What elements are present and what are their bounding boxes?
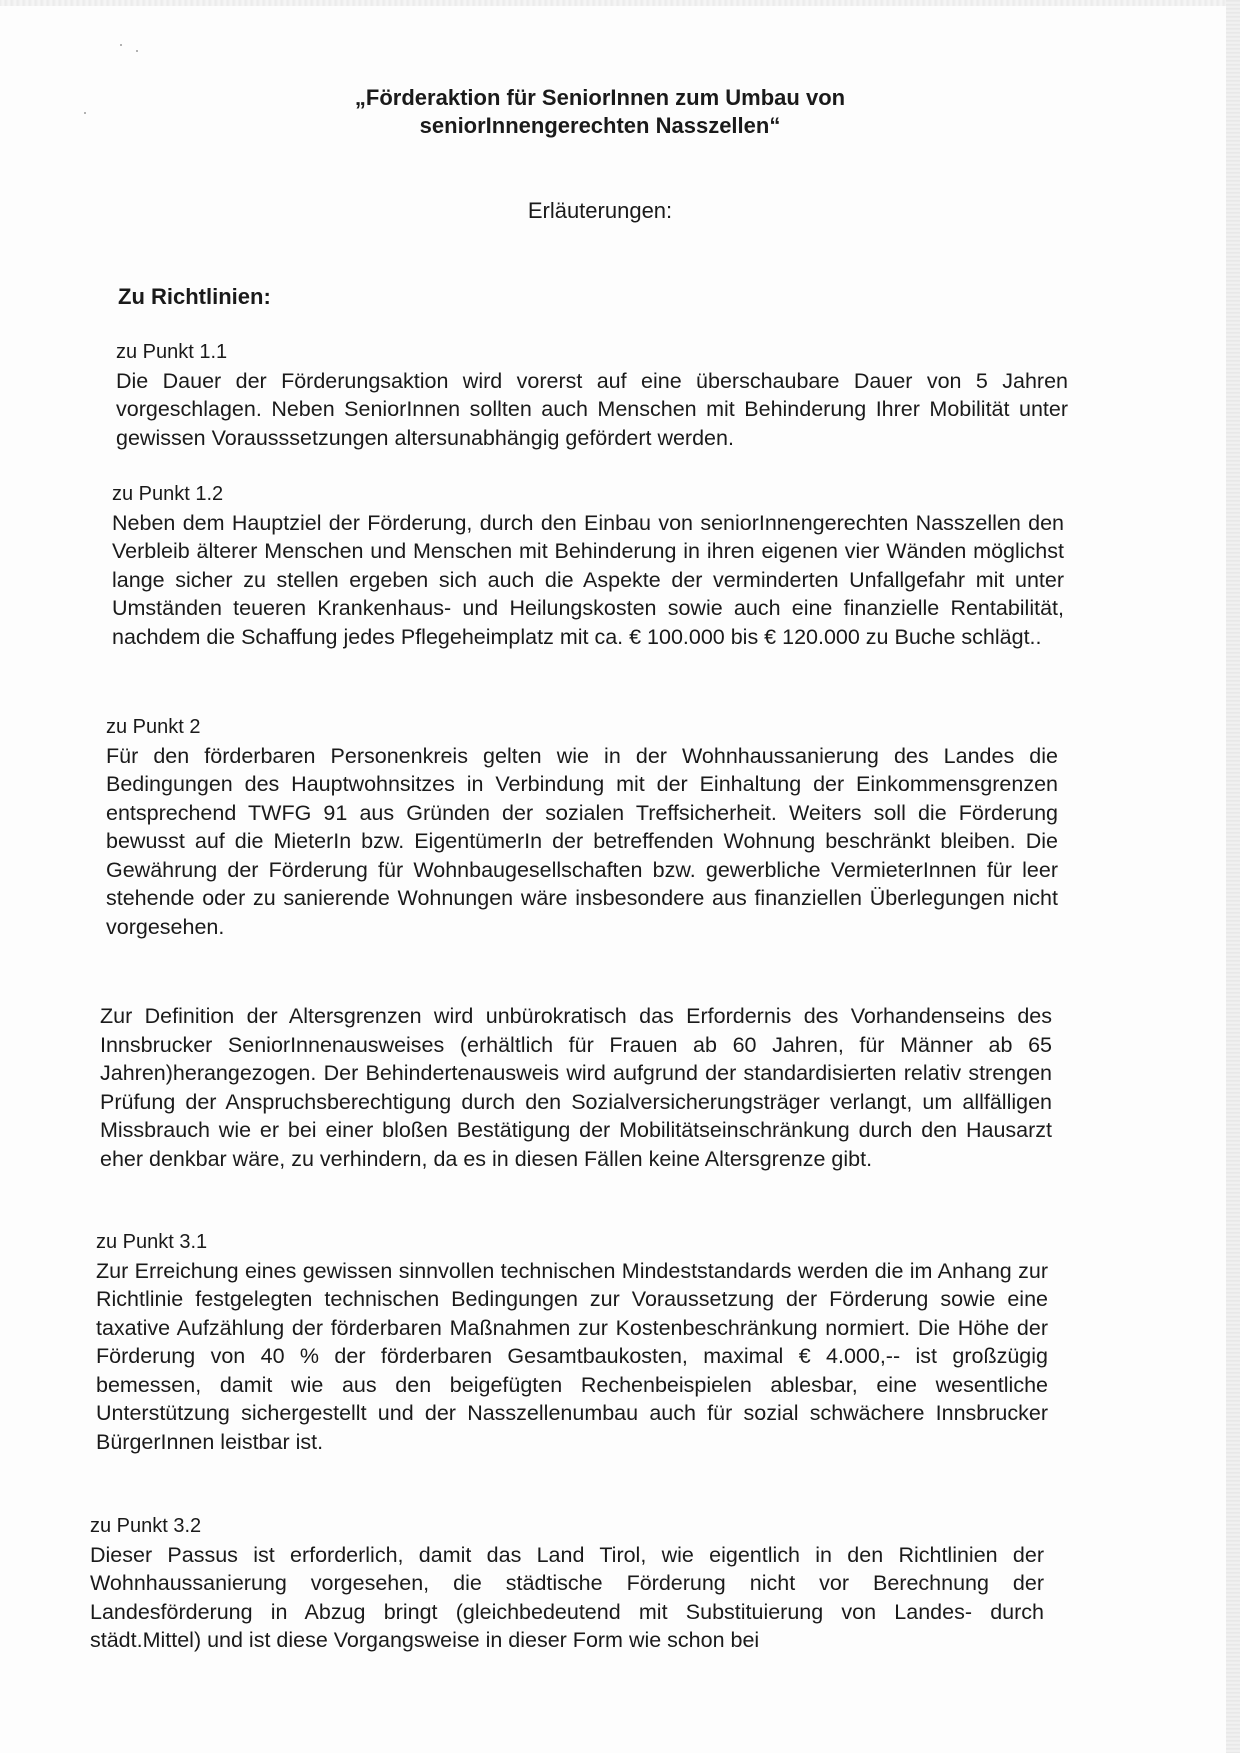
document-subtitle: Erläuterungen: [527,198,673,223]
paragraph-label: zu Punkt 3.2 [90,1515,202,1537]
paragraph-block [112,480,1064,651]
paragraph-text: Zur Erreichung eines gewissen sinnvollen technischen Mindeststandards werden die im Anhang zur Richtlinie festgelegten technischen Bedingungen zur Voraussetzung der Förderung sowie eine taxative Aufzählung der förderbaren Maßnahmen zur Kostenbeschränkung normiert. Die Höhe der Förderung von 40 % der förderbaren Gesamtbaukosten, maximal € 4.000,-- ist großzügig bemessen, damit wie aus den beigefügten Rechenbeispielen ablesbar, eine wesentliche Unterstützung sichergestellt und der Nasszellenumbau auch für sozial schwächere Innsbrucker BürgerInnen leistbar ist. [96,1258,1048,1454]
paragraph-text: Neben dem Hauptziel der Förderung, durch den Einbau von seniorInnengerechten Nasszellen den Verbleib älterer Menschen und Menschen mit Behinderung in ihren eigenen vier Wänden möglichst lange sicher zu stellen ergeben sich auch die Aspekte der verminderten Unfallgefahr mit unter Umständen teueren Krankenhaus- und Heilungskosten sowie auch eine finanzielle Rentabilität, nachdem die Schaffung jedes Pflegeheimplatz mit ca. € 100.000 bis € 120.000 zu Buche schlägt.. [112,510,1064,649]
paragraph-block [100,1002,1052,1173]
title-line-1: „Förderaktion für SeniorInnen zum Umbau von [354,85,846,110]
scan-speck [84,112,86,114]
document-title [200,84,1000,140]
paragraph-text: Dieser Passus ist erforderlich, damit das Land Tirol, wie eigentlich in den Richtlinien der Wohnhaussanierung vorgesehen, die städtische Förderung nicht vor Berechnung der Landesförderung in Abzug bringt (gleichbedeutend mit Substituierung von Landes- durch städt.Mittel) und ist diese Vorgangsweise in dieser Form wie schon bei [90,1542,1044,1652]
scan-edge-right [1226,0,1240,1753]
scan-speck [120,44,122,46]
paragraph-block [116,338,1068,452]
paragraph-label: zu Punkt 3.1 [96,1231,208,1253]
paragraph-block [90,1512,1044,1655]
paragraph-label: zu Punkt 1.1 [116,341,228,363]
paragraph-label: zu Punkt 1.2 [112,483,224,505]
paragraph-text: Für den förderbaren Personenkreis gelten wie in der Wohnhaussanierung des Landes die Bedingungen des Hauptwohnsitzes in Verbindung mit der Einhaltung der Einkommensgrenzen entsprechend TWFG 91 aus Gründen der sozialen Treffsicherheit. Weiters soll die Förderung bewusst auf die MieterIn bzw. EigentümerIn der betreffenden Wohnung beschränkt bleiben. Die Gewährung der Förderung für Wohnbaugesellschaften bzw. gewerbliche VermieterInnen für leer stehende oder zu sanierende Wohnungen wäre insbesondere aus finanziellen Überlegungen nicht vorgesehen. [106,743,1058,939]
paragraph-block [106,713,1058,941]
paragraph-block [96,1228,1048,1456]
scan-edge-top [0,0,1240,6]
paragraph-text: Zur Definition der Altersgrenzen wird unbürokratisch das Erfordernis des Vorhandenseins des Innsbrucker SeniorInnenausweises (erhältlich für Frauen ab 60 Jahren, für Männer ab 65 Jahren)herangezogen. Der Behindertenausweis wird aufgrund der standardisierten relativ strengen Prüfung der Anspruchsberechtigung durch den Sozialversicherungsträger verlangt, um allfälligen Missbrauch wie er bei einer bloßen Bestätigung der Mobilitätseinschränkung durch den Hausarzt eher denkbar wäre, zu verhindern, da es in diesen Fällen keine Altersgrenze gibt. [100,1004,1052,1171]
scan-speck [136,50,138,52]
paragraph-text: Die Dauer der Förderungsaktion wird vorerst auf eine überschaubare Dauer von 5 Jahren vorgeschlagen. Neben SeniorInnen sollten auch Menschen mit Behinderung Ihrer Mobilität unter gewissen Vorausssetzungen altersunabhängig gefördert werden. [116,368,1068,450]
section-heading: Zu Richtlinien: [118,284,271,309]
paragraph-label: zu Punkt 2 [106,716,201,738]
title-line-2: seniorInnengerechten Nasszellen“ [419,113,781,138]
